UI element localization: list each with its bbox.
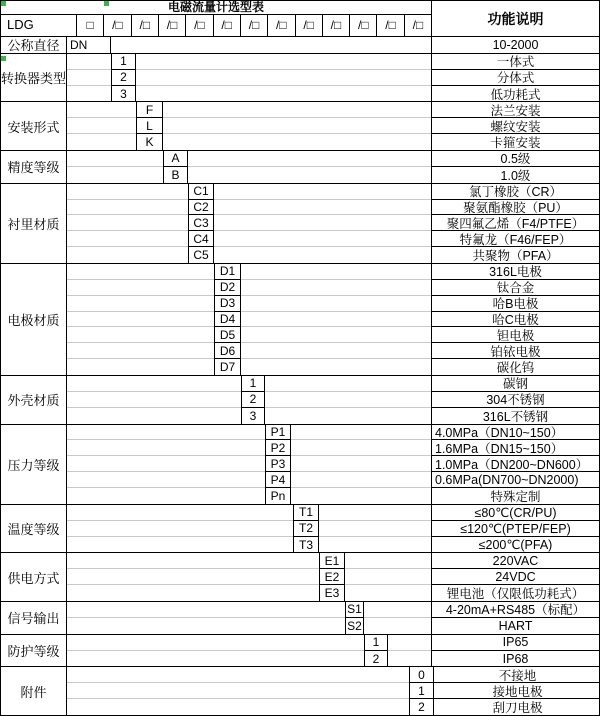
- empty-cell: [345, 553, 431, 569]
- category-block: [1, 635, 599, 668]
- empty-cell: [241, 359, 431, 375]
- function-desc-cell: IP68: [431, 651, 599, 667]
- empty-cell: [214, 184, 431, 200]
- category-label: 转换器类型: [1, 54, 67, 102]
- empty-cell: [364, 618, 431, 634]
- category-label: 精度等级: [1, 151, 67, 183]
- table-row: [67, 151, 599, 167]
- category-block: [1, 425, 599, 505]
- table-row: [67, 102, 599, 118]
- code-cell: D3: [214, 296, 241, 312]
- function-desc-cell: 钛合金: [431, 280, 599, 296]
- table-row: [67, 327, 599, 343]
- table-row: [67, 440, 599, 456]
- empty-cell: [67, 70, 111, 86]
- table-row: [67, 602, 599, 618]
- code-box-slot: /□: [186, 15, 213, 36]
- table-row: [67, 118, 599, 134]
- category-label: 安装形式: [1, 102, 67, 150]
- function-desc-cell: 接地电极: [433, 683, 600, 699]
- code-cell: E2: [319, 569, 345, 585]
- empty-cell: [241, 327, 431, 343]
- code-cell: D7: [214, 359, 241, 375]
- category-label: 衬里材质: [1, 184, 67, 263]
- code-cell: Pn: [265, 488, 291, 504]
- empty-cell: [291, 425, 431, 441]
- function-desc-cell: 特殊定制: [431, 488, 599, 504]
- code-box-slot: /□: [214, 15, 241, 36]
- function-desc-cell: 特氟龙（F46/FEP）: [431, 231, 599, 247]
- empty-cell: [67, 167, 163, 183]
- empty-cell: [67, 699, 409, 715]
- code-cell: 2: [409, 699, 433, 715]
- code-cell: D2: [214, 280, 241, 296]
- empty-cell: [188, 151, 431, 167]
- table-row: [67, 167, 599, 183]
- empty-cell: [163, 118, 431, 134]
- empty-cell: [67, 215, 188, 231]
- code-cell: 1: [364, 635, 388, 651]
- empty-cell: [136, 86, 431, 102]
- table-row: [67, 54, 599, 70]
- function-desc-cell: 1.6MPa（DN15~150）: [431, 440, 599, 456]
- empty-cell: [67, 86, 111, 102]
- table-row: [67, 585, 599, 601]
- empty-cell: [214, 231, 431, 247]
- function-desc-cell: 不接地: [433, 667, 600, 683]
- category-label: 信号输出: [1, 602, 67, 634]
- empty-cell: [319, 521, 431, 537]
- artifact-green-mark: [104, 1, 109, 6]
- function-desc-cell: 法兰安装: [431, 102, 599, 118]
- table-row: [67, 537, 599, 553]
- table-row: [67, 280, 599, 296]
- code-cell: E3: [319, 585, 345, 601]
- empty-cell: [67, 102, 136, 118]
- function-desc-cell: 氯丁橡胶（CR）: [431, 184, 599, 200]
- code-cell: T2: [293, 521, 319, 537]
- empty-cell: [388, 635, 431, 651]
- function-desc-cell: 4.0MPa（DN10~150）: [431, 425, 599, 441]
- empty-cell: [136, 70, 431, 86]
- category-block: [1, 151, 599, 184]
- function-desc-cell: HART: [431, 618, 599, 634]
- category-label: 附件: [1, 667, 67, 715]
- model-code-row: [1, 15, 431, 36]
- code-cell: A: [163, 151, 188, 167]
- function-desc-cell: 刮刀电极: [433, 699, 600, 715]
- empty-cell: [67, 343, 214, 359]
- empty-cell: [364, 602, 431, 618]
- table-row: [67, 343, 599, 359]
- table-row: [67, 472, 599, 488]
- empty-cell: [241, 343, 431, 359]
- empty-cell: [67, 247, 188, 263]
- category-label: 公称直径: [1, 37, 67, 53]
- empty-cell: [214, 215, 431, 231]
- function-desc-cell: 一体式: [431, 54, 599, 70]
- empty-cell: [67, 569, 319, 585]
- code-cell: E1: [319, 553, 345, 569]
- code-slots: [77, 15, 431, 36]
- empty-cell: [291, 488, 431, 504]
- empty-cell: [67, 505, 293, 521]
- function-desc-cell: 哈C电极: [431, 312, 599, 328]
- function-desc-cell: 螺纹安装: [431, 118, 599, 134]
- empty-cell: [67, 151, 163, 167]
- empty-cell: [67, 408, 241, 424]
- table-row: [67, 86, 599, 102]
- category-block: [1, 264, 599, 376]
- empty-cell: [241, 280, 431, 296]
- code-box-slot: /□: [377, 15, 404, 36]
- function-desc-cell: 304不锈钢: [431, 392, 599, 408]
- code-cell: 0: [409, 667, 433, 683]
- empty-cell: [67, 537, 293, 553]
- code-cell: 2: [364, 651, 388, 667]
- code-cell: 3: [111, 86, 136, 102]
- function-desc-cell: 0.6MPa(DN700~DN2000): [431, 472, 599, 488]
- empty-cell: [67, 200, 188, 216]
- function-column-header: 功能说明: [431, 1, 599, 36]
- empty-cell: [111, 37, 431, 53]
- category-label: 防护等级: [1, 635, 67, 667]
- empty-cell: [241, 296, 431, 312]
- table-row: [67, 184, 599, 200]
- code-cell: C5: [188, 247, 214, 263]
- code-cell: D5: [214, 327, 241, 343]
- table-row: [67, 456, 599, 472]
- code-cell: C2: [188, 200, 214, 216]
- category-block: [1, 667, 599, 715]
- code-cell: L: [136, 118, 163, 134]
- empty-cell: [388, 651, 431, 667]
- table-row: [67, 408, 599, 424]
- code-box-slot: /□: [159, 15, 186, 36]
- table-row: [67, 569, 599, 585]
- empty-cell: [67, 635, 364, 651]
- empty-cell: [67, 602, 345, 618]
- table-row: [67, 651, 599, 667]
- code-box-slot: /□: [132, 15, 159, 36]
- empty-cell: [265, 392, 431, 408]
- empty-cell: [291, 456, 431, 472]
- code-cell: C1: [188, 184, 214, 200]
- empty-cell: [241, 312, 431, 328]
- function-desc-cell: 316L电极: [431, 264, 599, 280]
- table-row: [67, 425, 599, 441]
- code-cell: 1: [409, 683, 433, 699]
- empty-cell: [67, 618, 345, 634]
- empty-cell: [163, 102, 431, 118]
- empty-cell: [214, 200, 431, 216]
- code-box-slot: /□: [412, 18, 424, 32]
- function-desc-cell: 10-2000: [431, 37, 599, 53]
- table-title: 电磁流量计选型表: [1, 1, 431, 15]
- code-cell: D6: [214, 343, 241, 359]
- category-block: [1, 553, 599, 602]
- empty-cell: [67, 585, 319, 601]
- code-box-slot: /□: [323, 15, 350, 36]
- function-desc-cell: 锂电池（仅限低功耗式）: [431, 585, 599, 601]
- function-desc-cell: 316L不锈钢: [431, 408, 599, 424]
- table-row: [67, 699, 599, 715]
- code-cell: S2: [345, 618, 364, 634]
- empty-cell: [67, 231, 188, 247]
- empty-cell: [67, 392, 241, 408]
- table-row: [67, 635, 599, 651]
- empty-cell: [67, 683, 409, 699]
- category-label: 供电方式: [1, 553, 67, 601]
- code-cell: P1: [265, 425, 291, 441]
- code-cell: K: [136, 134, 163, 150]
- function-desc-cell: 碳化钨: [431, 359, 599, 375]
- function-desc-cell: 共聚物（PFA）: [431, 247, 599, 263]
- first-code-box: □: [77, 15, 104, 36]
- code-cell: 2: [111, 70, 136, 86]
- code-cell: 3: [241, 408, 265, 424]
- function-desc-cell: 哈B电极: [431, 296, 599, 312]
- code-cell: DN: [67, 37, 111, 53]
- code-cell: D4: [214, 312, 241, 328]
- code-cell: P4: [265, 472, 291, 488]
- empty-cell: [319, 537, 431, 553]
- function-desc-cell: 碳钢: [431, 376, 599, 392]
- code-cell: S1: [345, 602, 364, 618]
- table-row: [67, 296, 599, 312]
- code-cell: 1: [111, 54, 136, 70]
- table-row: [67, 553, 599, 569]
- table-row: [67, 264, 599, 280]
- function-desc-cell: 1.0级: [431, 167, 599, 183]
- artifact-green-mark: [1, 56, 6, 61]
- table-row: [67, 683, 599, 699]
- category-block: [1, 37, 599, 54]
- table-row: [67, 312, 599, 328]
- code-cell: F: [136, 102, 163, 118]
- table-row: [67, 521, 599, 537]
- table-row: [67, 134, 599, 150]
- code-cell: C3: [188, 215, 214, 231]
- function-desc-cell: IP65: [431, 635, 599, 651]
- code-box-slot: /□: [350, 15, 377, 36]
- code-cell: T1: [293, 505, 319, 521]
- empty-cell: [67, 488, 265, 504]
- empty-cell: [67, 118, 136, 134]
- code-box-slot: /□: [104, 15, 131, 36]
- empty-cell: [67, 296, 214, 312]
- function-desc-cell: 聚氨酯橡胶（PU）: [431, 200, 599, 216]
- table-row: [67, 667, 599, 683]
- empty-cell: [67, 312, 214, 328]
- category-label: 电极材质: [1, 264, 67, 375]
- empty-cell: [136, 54, 431, 70]
- function-desc-cell: 24VDC: [431, 569, 599, 585]
- code-cell: B: [163, 167, 188, 183]
- category-label: 外壳材质: [1, 376, 67, 424]
- table-row: [67, 392, 599, 408]
- table-row: [67, 200, 599, 216]
- function-desc-cell: ≤80℃(CR/PU): [431, 505, 599, 521]
- artifact-green-mark: [1, 1, 6, 6]
- empty-cell: [67, 472, 265, 488]
- code-cell: C4: [188, 231, 214, 247]
- function-desc-cell: 220VAC: [431, 553, 599, 569]
- table-row: [67, 505, 599, 521]
- function-desc-cell: ≤200℃(PFA): [431, 537, 599, 553]
- category-block: [1, 376, 599, 425]
- empty-cell: [67, 54, 111, 70]
- empty-cell: [67, 456, 265, 472]
- empty-cell: [67, 327, 214, 343]
- table-row: [67, 231, 599, 247]
- table-row: [67, 618, 599, 634]
- empty-cell: [67, 376, 241, 392]
- empty-cell: [67, 359, 214, 375]
- empty-cell: [291, 440, 431, 456]
- code-cell: P3: [265, 456, 291, 472]
- table-row: [67, 359, 599, 375]
- empty-cell: [67, 521, 293, 537]
- category-block: [1, 602, 599, 635]
- code-cell: 1: [241, 376, 265, 392]
- table-row: [67, 376, 599, 392]
- empty-cell: [291, 472, 431, 488]
- function-desc-cell: 低功耗式: [431, 86, 599, 102]
- function-desc-cell: 0.5级: [431, 151, 599, 167]
- table-row: [67, 247, 599, 263]
- empty-cell: [265, 408, 431, 424]
- function-desc-cell: 分体式: [431, 70, 599, 86]
- code-box-slot: /□: [268, 15, 295, 36]
- category-label: 压力等级: [1, 425, 67, 504]
- function-desc-cell: 聚四氟乙烯（F4/PTFE）: [431, 215, 599, 231]
- empty-cell: [67, 425, 265, 441]
- category-block: [1, 102, 599, 151]
- category-block: [1, 184, 599, 264]
- category-block: [1, 54, 599, 103]
- empty-cell: [345, 585, 431, 601]
- empty-cell: [319, 505, 431, 521]
- code-box-slot: /□: [241, 15, 268, 36]
- empty-cell: [67, 134, 136, 150]
- empty-cell: [67, 553, 319, 569]
- function-desc-cell: 4-20mA+RS485（标配）: [431, 602, 599, 618]
- function-desc-cell: 卡箍安装: [431, 134, 599, 150]
- empty-cell: [67, 280, 214, 296]
- function-desc-cell: 铂铱电极: [431, 343, 599, 359]
- table-row: [67, 488, 599, 504]
- empty-cell: [241, 264, 431, 280]
- empty-cell: [67, 440, 265, 456]
- selection-table-body: [1, 37, 599, 715]
- empty-cell: [345, 569, 431, 585]
- code-box-slot: /□: [296, 15, 323, 36]
- category-block: [1, 505, 599, 554]
- code-cell: T3: [293, 537, 319, 553]
- empty-cell: [188, 167, 431, 183]
- empty-cell: [163, 134, 431, 150]
- table-header: [1, 1, 599, 37]
- empty-cell: [67, 184, 188, 200]
- code-cell: D1: [214, 264, 241, 280]
- empty-cell: [67, 651, 364, 667]
- table-row: [67, 70, 599, 86]
- empty-cell: [67, 264, 214, 280]
- code-cell: 2: [241, 392, 265, 408]
- model-prefix: LDG: [1, 15, 77, 36]
- code-cell: P2: [265, 440, 291, 456]
- category-label: 温度等级: [1, 505, 67, 553]
- table-row: [67, 37, 599, 53]
- empty-cell: [214, 247, 431, 263]
- function-desc-cell: 1.0MPa（DN200~DN600）: [431, 456, 599, 472]
- function-desc-cell: ≤120℃(PTEP/FEP): [431, 521, 599, 537]
- table-row: [67, 215, 599, 231]
- function-desc-cell: 钽电极: [431, 327, 599, 343]
- empty-cell: [265, 376, 431, 392]
- empty-cell: [67, 667, 409, 683]
